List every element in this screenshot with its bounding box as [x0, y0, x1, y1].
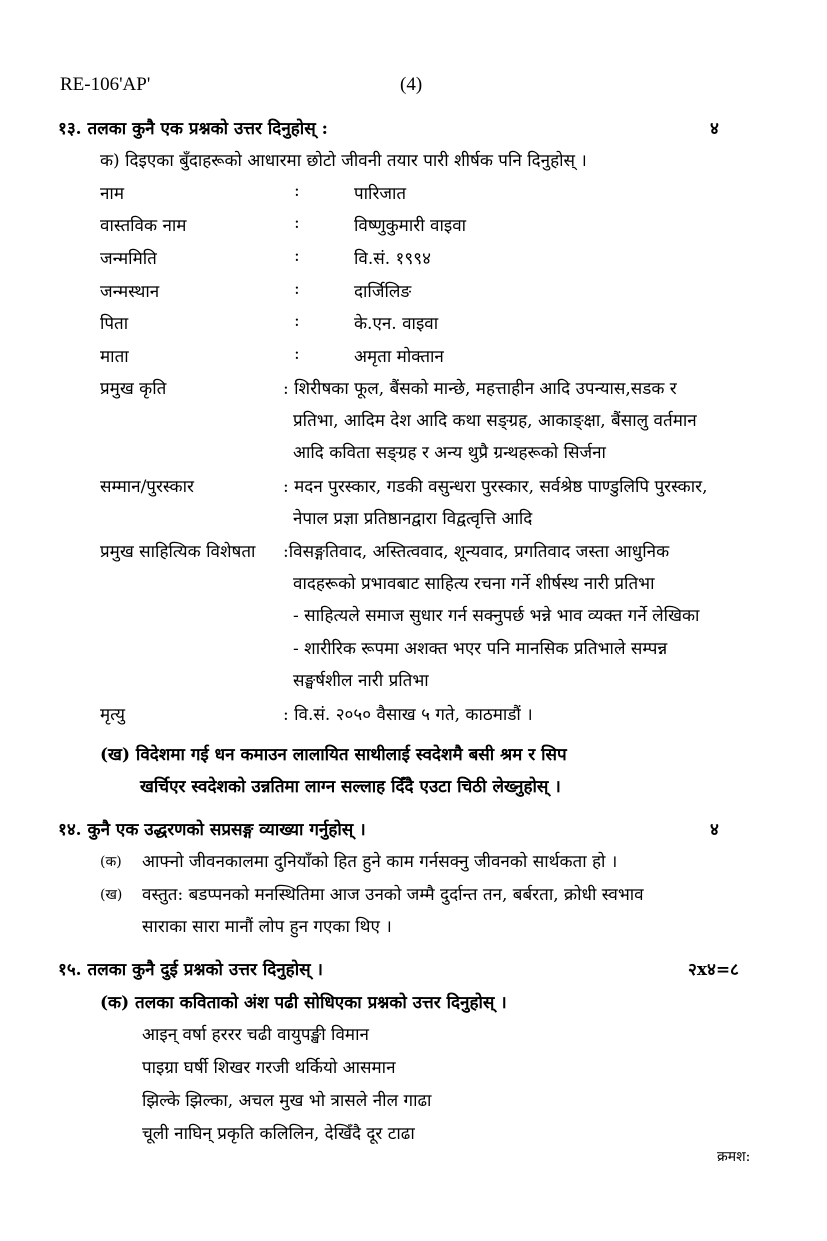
bio-value: : शिरीषका फूल, बैंसको मान्छे, महत्ताहीन आदि उपन्यास,सडक र: [283, 379, 677, 399]
q13-b-text: (ख) विदेशमा गई धन कमाउन लालायित साथीलाई स्वदेशमै बसी श्रम र सिप: [100, 745, 567, 765]
poem-line: झिल्के झिल्का, अचल मुख भो त्रासले नील गाढा: [142, 1091, 432, 1111]
bio-sep: :: [294, 279, 300, 299]
bio-label: सम्मान/पुरस्कार: [100, 477, 194, 497]
bio-sep: :: [294, 246, 300, 266]
bio-value: नेपाल प्रज्ञा प्रतिष्ठानद्वारा विद्वत्वृत्ति आदि: [293, 509, 533, 529]
q13-a-intro: क) दिइएका बुँदाहरूको आधारमा छोटो जीवनी तयार पारी शीर्षक पनि दिनुहोस् ।: [100, 151, 587, 171]
paper-code: RE-106'AP': [60, 74, 151, 95]
q14-b-label: (ख): [100, 887, 123, 903]
bio-label: प्रमुख साहित्यिक विशेषता: [100, 542, 256, 562]
continued-note: क्रमश:: [717, 1149, 751, 1165]
q14-marks: ४: [710, 820, 719, 840]
bio-label: प्रमुख कृति: [100, 379, 167, 399]
bio-value: अमृता मोक्तान: [354, 347, 444, 367]
bio-label: जन्ममिति: [100, 249, 157, 269]
bio-label: पिता: [100, 314, 129, 334]
bio-value: के.एन. वाइवा: [354, 314, 439, 334]
poem-line: आइन् वर्षा हररर चढी वायुपङ्खी विमान: [142, 1025, 369, 1045]
bio-label: वास्तविक नाम: [100, 216, 187, 236]
q14-a-label: (क): [100, 854, 122, 870]
q13-title: १३. तलका कुनै एक प्रश्नको उत्तर दिनुहोस् :: [58, 119, 328, 139]
poem-line: चूली नाघिन् प्रकृति कलिलिन, देखिँदै दूर टाढा: [142, 1124, 415, 1144]
q13-marks: ४: [710, 119, 719, 139]
q13-b-text: खर्चिएर स्वदेशको उन्नतिमा लाग्न सल्लाह दिँदै एउटा चिठी लेख्नुहोस् ।: [140, 777, 561, 797]
bio-value: - शारीरिक रूपमा अशक्त भएर पनि मानसिक प्रतिभाले सम्पन्न: [293, 639, 668, 659]
q15-a-title: (क) तलका कविताको अंश पढी सोधिएका प्रश्नको उत्तर दिनुहोस् ।: [100, 993, 507, 1013]
bio-value: : वि.सं. २०५० वैसाख ५ गते, काठमाडौं ।: [283, 705, 533, 725]
bio-sep: :: [294, 311, 300, 331]
bio-value: : मदन पुरस्कार, गडकी वसुन्धरा पुरस्कार, सर्वश्रेष्ठ पाण्डुलिपि पुरस्कार,: [283, 477, 708, 497]
bio-value: वि.सं. १९९४: [354, 249, 431, 269]
bio-value: सङ्घर्षशील नारी प्रतिभा: [293, 671, 429, 691]
poem-line: पाइग्रा घर्षी शिखर गरजी थर्कियो आसमान: [142, 1058, 396, 1078]
bio-label: नाम: [100, 184, 125, 204]
bio-value: - साहित्यले समाज सुधार गर्न सक्नुपर्छ भन्ने भाव व्यक्त गर्ने लेखिका: [293, 606, 700, 626]
bio-value: विष्णुकुमारी वाइवा: [354, 216, 467, 236]
bio-value: :विसङ्गतिवाद, अस्तित्ववाद, शून्यवाद, प्रगतिवाद जस्ता आधुनिक: [283, 542, 670, 562]
page-number: (4): [400, 74, 423, 95]
bio-value: पारिजात: [354, 184, 407, 204]
bio-label: माता: [100, 347, 129, 367]
bio-value: दार्जिलिङ: [354, 282, 412, 302]
bio-label: मृत्यु: [100, 705, 125, 725]
q14-title: १४. कुनै एक उद्धरणको सप्रसङ्ग व्याख्या गर्नुहोस् ।: [58, 820, 366, 840]
q14-b-text: वस्तुत: बडप्पनको मनस्थितिमा आज उनको जम्मै दुर्दान्त तन, बर्बरता, क्रोधी स्वभाव: [142, 885, 644, 905]
bio-value: प्रतिभा, आदिम देश आदि कथा सङ्ग्रह, आकाङ्क्षा, बैंसालु वर्तमान: [293, 411, 697, 431]
bio-sep: :: [294, 344, 300, 364]
q15-marks: २x४=८: [688, 960, 739, 980]
q14-b-text: साराका सारा मानौं लोप हुन गएका थिए ।: [142, 917, 392, 937]
bio-value: आदि कविता सङ्ग्रह र अन्य थुप्रै ग्रन्थहरूको सिर्जना: [293, 443, 606, 463]
bio-sep: :: [294, 181, 300, 201]
q14-a-text: आफ्नो जीवनकालमा दुनियाँको हित हुने काम गर्नसक्नु जीवनको सार्थकता हो ।: [142, 852, 618, 872]
bio-value: वादहरूको प्रभावबाट साहित्य रचना गर्ने शीर्षस्थ नारी प्रतिभा: [293, 574, 655, 594]
bio-label: जन्मस्थान: [100, 282, 160, 302]
q15-title: १५. तलका कुनै दुई प्रश्नको उत्तर दिनुहोस् ।: [58, 960, 323, 980]
bio-sep: :: [294, 213, 300, 233]
